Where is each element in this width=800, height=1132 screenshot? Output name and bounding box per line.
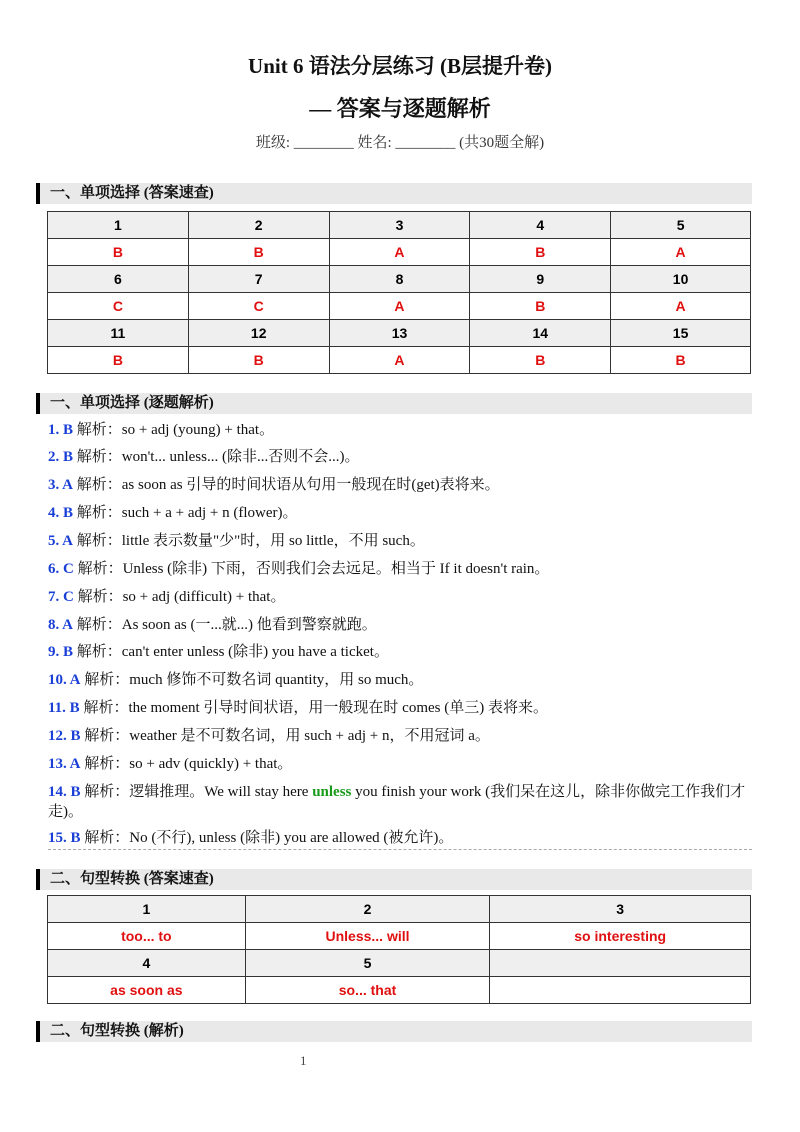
answer-cell: A (611, 293, 751, 320)
answer-cell: Unless... will (245, 923, 490, 950)
page-title: Unit 6 语法分层练习 (B层提升卷) (248, 54, 552, 78)
answer-cell: A (329, 347, 470, 374)
question-number-cell: 2 (188, 212, 329, 239)
explanation-text: 解析：can't enter unless (除非) you have a ticket。 (73, 644, 389, 660)
section-heading-choice-explanations: 一、单项选择 (逐题解析) (36, 393, 752, 414)
answer-label: 1. B (48, 422, 74, 438)
answer-cell (490, 977, 751, 1004)
table-header-row (48, 266, 751, 293)
explanation-text: 解析：weather 是不可数名词，用 such + adj + n，不用冠词 a。 (80, 728, 490, 744)
answer-label: 12. B (48, 728, 81, 744)
student-info-line: 班级: ________ 姓名: ________ (共30题全解) (255, 135, 545, 151)
answer-label: 11. B (48, 700, 80, 716)
transform-answer-table (47, 895, 751, 1004)
question-number-cell: 13 (329, 320, 470, 347)
answer-label: 7. C (48, 589, 74, 605)
answer-cell: as soon as (48, 977, 246, 1004)
table-header-row (48, 212, 751, 239)
explanation-text: 解析：the moment 引导时间状语，用一般现在时 comes (单三) 表将来。 (79, 700, 548, 716)
explanation-item (48, 531, 758, 551)
question-number-cell: 11 (48, 320, 189, 347)
question-number-cell: 1 (48, 896, 246, 923)
answer-label: 14. B (48, 784, 81, 800)
explanation-item (48, 559, 758, 579)
answer-cell: B (48, 239, 189, 266)
question-number-cell: 5 (245, 950, 490, 977)
table-answer-row (48, 293, 751, 320)
keyword-highlight: unless (312, 784, 352, 800)
question-number-cell: 6 (48, 266, 189, 293)
explanation-item (48, 642, 758, 662)
question-number-cell: 7 (188, 266, 329, 293)
question-number-cell: 2 (245, 896, 490, 923)
explanation-text: you finish your work (我们呆在这儿，除非你做完工作我们才走)。 (48, 784, 746, 820)
answer-cell: B (470, 293, 611, 320)
question-number-cell: 12 (188, 320, 329, 347)
answer-label: 13. A (48, 756, 81, 772)
answer-label: 2. B (48, 449, 74, 465)
answer-cell: B (188, 239, 329, 266)
answer-cell: A (611, 239, 751, 266)
answer-cell: C (48, 293, 189, 320)
explanation-text: 解析：as soon as 引导的时间状语从句用一般现在时(get)表将来。 (73, 477, 500, 493)
question-number-cell: 4 (470, 212, 611, 239)
explanation-text: 解析：so + adj (young) + that。 (73, 422, 275, 438)
question-number-cell: 3 (490, 896, 751, 923)
page-subtitle: — 答案与逐题解析 (309, 96, 491, 121)
explanation-text: 解析：As soon as (一...就...) 他看到警察就跑。 (73, 617, 377, 633)
question-number-cell: 8 (329, 266, 470, 293)
explanation-item (48, 828, 758, 848)
answer-cell: B (188, 347, 329, 374)
table-answer-row (48, 239, 751, 266)
answer-label: 6. C (48, 561, 74, 577)
answer-label: 8. A (48, 617, 74, 633)
answer-label: 5. A (48, 533, 74, 549)
table-answer-row (48, 923, 751, 950)
explanation-item (48, 420, 758, 440)
choice-answer-table (47, 211, 751, 374)
section-heading-transform-explanations: 二、句型转换 (解析) (36, 1021, 752, 1042)
explanation-text: 解析：little 表示数量"少"时，用 so little，不用 such。 (73, 533, 425, 549)
table-header-row (48, 320, 751, 347)
answer-cell: B (611, 347, 751, 374)
table-header-row (48, 896, 751, 923)
answer-cell: C (188, 293, 329, 320)
question-number-cell: 3 (329, 212, 470, 239)
explanation-item (48, 475, 758, 495)
explanation-text: 解析：such + a + adj + n (flower)。 (73, 505, 298, 521)
answer-cell: A (329, 239, 470, 266)
explanation-item (48, 782, 758, 822)
question-number-cell: 1 (48, 212, 189, 239)
explanation-item (48, 698, 758, 718)
explanation-text: 解析：No (不行), unless (除非) you are allowed (被允许)。 (80, 830, 454, 846)
answer-cell: B (48, 347, 189, 374)
answer-label: 15. B (48, 830, 81, 846)
table-answer-row (48, 347, 751, 374)
explanation-text: 解析：so + adj (difficult) + that。 (73, 589, 286, 605)
question-number-cell: 14 (470, 320, 611, 347)
question-number-cell: 5 (611, 212, 751, 239)
section-heading-choice-answers: 一、单项选择 (答案速查) (36, 183, 752, 204)
table-header-row (48, 950, 751, 977)
question-number-cell: 4 (48, 950, 246, 977)
table-answer-row (48, 977, 751, 1004)
explanation-item (48, 726, 758, 746)
question-number-cell: 10 (611, 266, 751, 293)
explanation-item (48, 587, 758, 607)
explanation-text: 解析：Unless (除非) 下雨，否则我们会去远足。相当于 If it doesn't rain。 (73, 561, 550, 577)
explanation-item (48, 615, 758, 635)
explanation-text: 解析：much 修饰不可数名词 quantity，用 so much。 (80, 672, 424, 688)
answer-label: 4. B (48, 505, 74, 521)
answer-cell: B (470, 347, 611, 374)
explanation-text: 解析：so + adv (quickly) + that。 (80, 756, 293, 772)
explanation-text: 解析：won't... unless... (除非...否则不会...)。 (73, 449, 360, 465)
answer-cell: so... that (245, 977, 490, 1004)
section-heading-transform-answers: 二、句型转换 (答案速查) (36, 869, 752, 890)
question-number-cell: 9 (470, 266, 611, 293)
explanation-item (48, 503, 758, 523)
question-number-cell: 15 (611, 320, 751, 347)
answer-cell: A (329, 293, 470, 320)
answer-cell: too... to (48, 923, 246, 950)
page-number: 1 (300, 1053, 307, 1068)
explanation-item (48, 754, 758, 774)
explanation-text: 解析：逻辑推理。We will stay here (80, 784, 313, 800)
answer-cell: so interesting (490, 923, 751, 950)
question-number-cell (490, 950, 751, 977)
answer-label: 9. B (48, 644, 74, 660)
explanation-item (48, 447, 758, 467)
answer-label: 10. A (48, 672, 81, 688)
explanation-item (48, 670, 758, 690)
dashed-divider (48, 849, 752, 850)
answer-cell: B (470, 239, 611, 266)
answer-label: 3. A (48, 477, 74, 493)
